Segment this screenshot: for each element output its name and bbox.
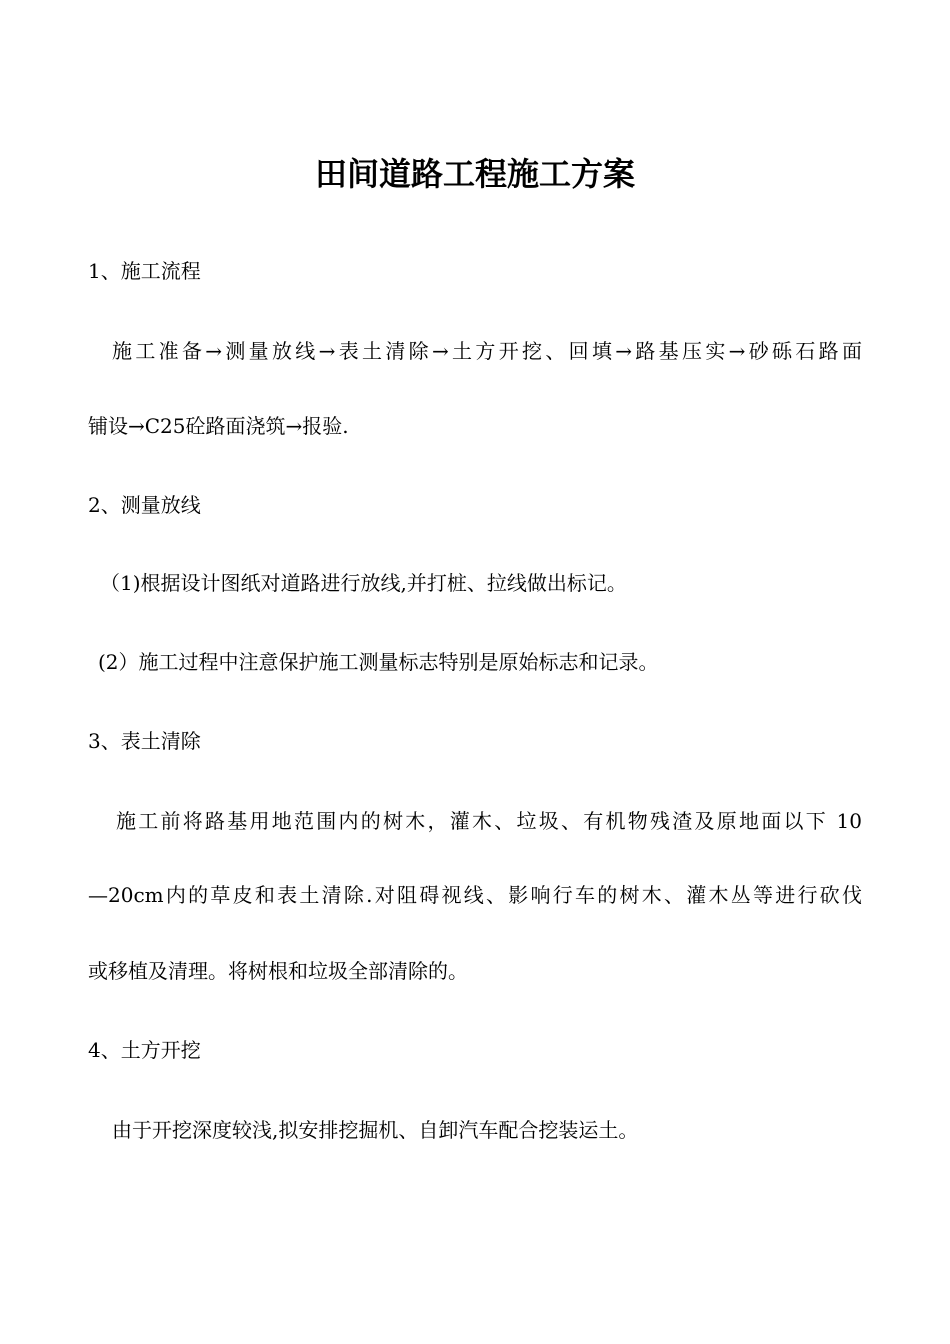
section-1-heading: 1、施工流程 xyxy=(88,259,201,283)
section-4-line-1: 由于开挖深度较浅,拟安排挖掘机、自卸汽车配合挖装运土。 xyxy=(112,1118,639,1142)
section-1-line-1: 施工准备→测量放线→表土清除→土方开挖、回填→路基压实→砂砾石路面 xyxy=(112,339,862,363)
section-2-line-1: （1)根据设计图纸对道路进行放线,并打桩、拉线做出标记。 xyxy=(100,571,627,595)
section-1-line-2: 铺设→C25砼路面浇筑→报验. xyxy=(88,414,349,438)
section-2-line-2: (2）施工过程中注意保护施工测量标志特别是原始标志和记录。 xyxy=(98,650,659,674)
section-2-heading: 2、测量放线 xyxy=(88,493,201,517)
section-3-line-3: 或移植及清理。将树根和垃圾全部清除的。 xyxy=(88,959,468,983)
document-title: 田间道路工程施工方案 xyxy=(314,155,635,193)
section-3-line-1: 施工前将路基用地范围内的树木，灌木、垃圾、有机物残渣及原地面以下 10 xyxy=(116,809,862,833)
section-3-line-2: —20cm内的草皮和表土清除.对阻碍视线、影响行车的树木、灌木丛等进行砍伐 xyxy=(88,883,862,907)
section-4-heading: 4、土方开挖 xyxy=(88,1038,201,1062)
section-3-heading: 3、表土清除 xyxy=(88,729,201,753)
